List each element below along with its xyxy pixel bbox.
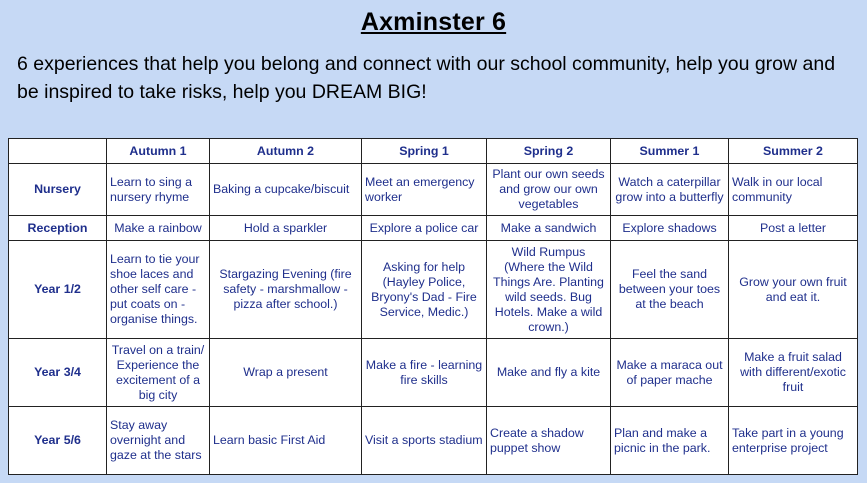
header-summer-1: Summer 1 bbox=[611, 139, 729, 164]
table-row bbox=[9, 164, 858, 216]
table-cell: Create a shadow puppet show bbox=[487, 407, 611, 475]
table-header-row bbox=[9, 139, 858, 164]
table-cell: Make a rainbow bbox=[107, 216, 210, 241]
table-row bbox=[9, 216, 858, 241]
table-cell: Meet an emergency worker bbox=[362, 164, 487, 216]
table-cell: Plan and make a picnic in the park. bbox=[611, 407, 729, 475]
table-cell: Learn to sing a nursery rhyme bbox=[107, 164, 210, 216]
table-cell: Learn basic First Aid bbox=[210, 407, 362, 475]
table-cell: Post a letter bbox=[729, 216, 858, 241]
table-cell: Watch a caterpillar grow into a butterfly bbox=[611, 164, 729, 216]
table-cell: Plant our own seeds and grow our own vegetables bbox=[487, 164, 611, 216]
table-row bbox=[9, 241, 858, 339]
table-cell: Make a maraca out of paper mache bbox=[611, 339, 729, 407]
row-label-year-3-4: Year 3/4 bbox=[9, 339, 107, 407]
table-cell: Make a sandwich bbox=[487, 216, 611, 241]
header-spring-2: Spring 2 bbox=[487, 139, 611, 164]
table-cell: Feel the sand between your toes at the beach bbox=[611, 241, 729, 339]
table-cell: Walk in our local community bbox=[729, 164, 858, 216]
table-cell: Make and fly a kite bbox=[487, 339, 611, 407]
table-cell: Explore a police car bbox=[362, 216, 487, 241]
page-title: Axminster 6 bbox=[360, 8, 507, 36]
header-summer-2: Summer 2 bbox=[729, 139, 858, 164]
header-autumn-1: Autumn 1 bbox=[107, 139, 210, 164]
table-cell: Visit a sports stadium bbox=[362, 407, 487, 475]
intro-text: 6 experiences that help you belong and connect with our school community, help you grow and be inspired to take risks, help you DREAM BIG! bbox=[17, 53, 836, 103]
row-label-year-5-6: Year 5/6 bbox=[9, 407, 107, 475]
header-autumn-2: Autumn 2 bbox=[210, 139, 362, 164]
row-label-reception: Reception bbox=[9, 216, 107, 241]
table-cell: Stay away overnight and gaze at the stars bbox=[107, 407, 210, 475]
table-cell: Make a fire - learning fire skills bbox=[362, 339, 487, 407]
table-cell: Make a fruit salad with different/exotic fruit bbox=[729, 339, 858, 407]
experiences-table bbox=[8, 138, 858, 475]
table-cell: Hold a sparkler bbox=[210, 216, 362, 241]
table-cell: Take part in a young enterprise project bbox=[729, 407, 858, 475]
table-cell: Wrap a present bbox=[210, 339, 362, 407]
table-cell: Wild Rumpus (Where the Wild Things Are. Planting wild seeds. Bug Hotels. Make a wild crown.) bbox=[487, 241, 611, 339]
header-corner bbox=[9, 139, 107, 164]
table-cell: Learn to tie your shoe laces and other self care - put coats on - organise things. bbox=[107, 241, 210, 339]
table-cell: Asking for help (Hayley Police, Bryony's Dad - Fire Service, Medic.) bbox=[362, 241, 487, 339]
table-row bbox=[9, 407, 858, 475]
header-spring-1: Spring 1 bbox=[362, 139, 487, 164]
table-cell: Stargazing Evening (fire safety - marshmallow - pizza after school.) bbox=[210, 241, 362, 339]
table-cell: Baking a cupcake/biscuit bbox=[210, 164, 362, 216]
row-label-year-1-2: Year 1/2 bbox=[9, 241, 107, 339]
table-cell: Grow your own fruit and eat it. bbox=[729, 241, 858, 339]
row-label-nursery: Nursery bbox=[9, 164, 107, 216]
table-cell: Travel on a train/ Experience the excitement of a big city bbox=[107, 339, 210, 407]
table-cell: Explore shadows bbox=[611, 216, 729, 241]
table-row bbox=[9, 339, 858, 407]
